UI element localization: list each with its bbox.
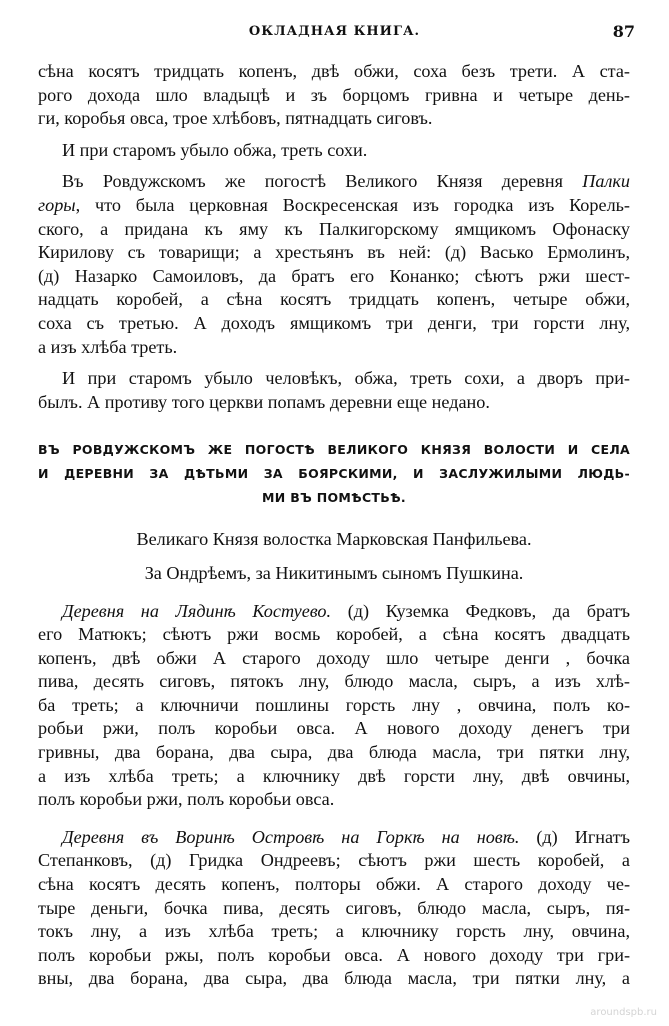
paragraph-4 [38, 367, 630, 414]
paragraph-6 [38, 826, 630, 991]
text-line [38, 600, 630, 624]
text-line: соха съ третью. А доходъ ямщикомъ три денги, три горсти лну, [38, 312, 630, 333]
text-line: рого дохода шло владыцѣ и зъ борцомъ гривна и четыре день- [38, 84, 630, 105]
text-line: тыре деньги, бочка пива, десять сиговъ, блюдо масла, сыръ, пя- [38, 897, 630, 918]
body-text [38, 60, 630, 991]
text-run: Въ Ровдужскомъ же погостѣ Великого Князя деревня [62, 171, 583, 192]
volost-title: Великаго Князя волостка Марковская Панфильева. [136, 529, 532, 550]
text-line: ского, а придана къ яму къ Палкигорскому ямщикомъ Офонаску [38, 218, 630, 239]
text-line [38, 194, 630, 218]
village-name-italic: Деревня въ Воринѣ Островѣ на Горкѣ на новѣ. [62, 826, 520, 847]
text-line: И при старомъ убыло обжа, треть сохи. [62, 139, 368, 160]
place-name-italic: Палки [582, 171, 630, 192]
text-line: полъ коробьи ржи, полъ коробьи овса. [38, 789, 335, 810]
text-line: его Матюкъ; сѣютъ ржи восмь коробей, а сѣна косятъ двадцать [38, 624, 630, 645]
text-line: токъ лну, а изъ хлѣба треть; а ключнику горсть лну, овчина, [38, 921, 630, 942]
text-run: (д) Куземка Федковъ, да братъ [331, 600, 630, 621]
text-line: сѣна косятъ десять копенъ, полторы обжи. А старого доходу че- [38, 874, 630, 895]
running-head [0, 22, 669, 46]
page-number: 87 [612, 22, 635, 41]
text-line: ба треть; а ключничи пошлины горсть лну , овчина, полъ ко- [38, 694, 630, 715]
text-line: Степанковъ, (д) Гридка Ондреевъ; сѣютъ ржи шесть коробей, а [38, 850, 630, 871]
heading-line: ВЪ РОВДУЖСКОМЪ ЖЕ ПОГОСТѢ ВЕЛИКОГО КНЯЗЯ ВОЛОСТИ И СЕЛА [38, 442, 630, 458]
text-run: (д) Игнатъ [519, 826, 630, 847]
watermark: aroundspb.ru [590, 1007, 657, 1018]
owner-title: За Ондрѣемъ, за Никитинымъ сыномъ Пушкина. [144, 562, 524, 583]
text-line: а изъ хлѣба треть; а ключнику двѣ горсти лну, двѣ овчины, [38, 765, 630, 786]
section-heading [38, 438, 630, 510]
place-name-italic: горы [38, 194, 76, 215]
paragraph-5 [38, 600, 630, 812]
text-line: былъ. А противу того церкви попамъ деревни еще недано. [38, 391, 490, 412]
text-line: а изъ хлѣба треть. [38, 336, 178, 357]
text-line [38, 826, 630, 850]
heading-line: И ДЕРЕВНИ ЗА ДѢТЬМИ ЗА БОЯРСКИМИ, И ЗАСЛУЖИЛЫМИ ЛЮДЬ- [38, 466, 630, 482]
village-name-italic: Деревня на Лядинѣ Костуево. [62, 600, 332, 621]
text-line: полъ коробьи ржы, полъ коробьи овса. А нового доходу три гри- [38, 944, 630, 965]
text-line: Кирилову съ товарищи; а хрестьянъ въ ней: (д) Васько Ермолинъ, [38, 242, 630, 263]
text-line: И при старомъ убыло человѣкъ, обжа, треть сохи, а дворъ при- [62, 368, 630, 389]
paragraph-2 [38, 139, 630, 163]
text-line: надцать коробей, а сѣна косятъ тридцать копенъ, четыре обжи, [38, 289, 630, 310]
text-line: гривны, два борана, два сыра, два блюда масла, три пятки лну, [38, 742, 630, 763]
text-line [38, 170, 630, 194]
text-line: пива, десять сиговъ, пятокъ лну, блюдо масла, сыръ, а изъ хлѣ- [38, 671, 630, 692]
heading-line: МИ ВЪ ПОМѢСТЬѢ. [262, 490, 406, 506]
text-line: сѣна косятъ тридцать копенъ, двѣ обжи, соха безъ трети. А ста- [38, 61, 630, 81]
text-run: , что была церковная Воскресенская изъ городка изъ Корель- [75, 194, 630, 215]
text-line: копенъ, двѣ обжи А старого доходу шло четыре денги , бочка [38, 647, 630, 668]
paragraph-1 [38, 60, 630, 131]
text-line: (д) Назарко Самоиловъ, да братъ его Конанко; сѣютъ ржи шест- [38, 265, 630, 286]
running-title: ОКЛАДНАЯ КНИГА. [248, 24, 421, 39]
paragraph-3 [38, 170, 630, 359]
text-line: ги, коробья овса, трое хлѣбовъ, пятнадцать сиговъ. [38, 108, 433, 129]
text-line: вны, два борана, два сыра, два блюда масла, три пятки лну, а [38, 968, 630, 989]
text-line: робьи ржи, полъ коробьи овса. А нового доходу денегъ три [38, 718, 630, 739]
